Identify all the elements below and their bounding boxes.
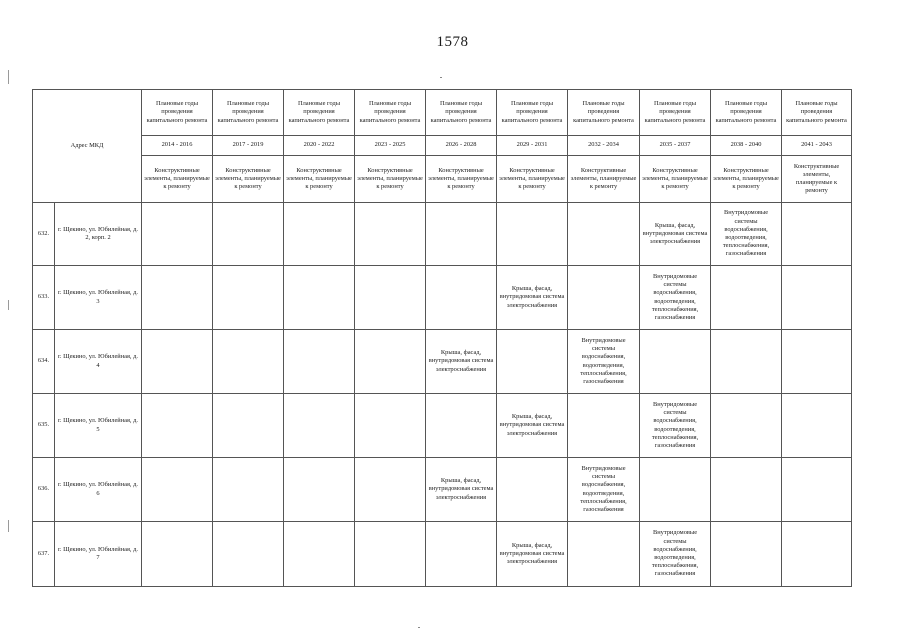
period-header: Плановые годы проведения капитального ремонта — [640, 90, 711, 136]
schedule-cell — [711, 266, 782, 330]
period-header: Плановые годы проведения капитального ремонта — [426, 90, 497, 136]
schedule-cell — [355, 330, 426, 394]
schedule-cell — [782, 522, 852, 587]
schedule-cell — [284, 330, 355, 394]
capital-repair-schedule-table — [32, 89, 852, 587]
elements-header: Конструктивные элементы, планируемые к ремонту — [568, 156, 640, 203]
header-row-elements — [33, 156, 852, 203]
table-row — [33, 203, 852, 266]
schedule-cell — [568, 394, 640, 458]
schedule-cell — [355, 522, 426, 587]
schedule-cell — [284, 394, 355, 458]
building-address: г. Щекино, ул. Юбилейная, д. 4 — [55, 330, 142, 394]
building-address: г. Щекино, ул. Юбилейная, д. 3 — [55, 266, 142, 330]
header-row-years — [33, 136, 852, 156]
year-range: 2035 - 2037 — [640, 136, 711, 156]
schedule-cell — [142, 394, 213, 458]
schedule-cell — [782, 458, 852, 522]
schedule-cell: Внутридомовые системы водоснабжения, водоотведения, теплоснабжения, газоснабжения — [640, 266, 711, 330]
schedule-cell — [355, 266, 426, 330]
schedule-cell — [426, 266, 497, 330]
period-header: Плановые годы проведения капитального ремонта — [355, 90, 426, 136]
row-number: 633. — [33, 266, 55, 330]
period-header: Плановые годы проведения капитального ремонта — [568, 90, 640, 136]
table-row — [33, 266, 852, 330]
schedule-cell — [213, 458, 284, 522]
building-address: г. Щекино, ул. Юбилейная, д. 2, корп. 2 — [55, 203, 142, 266]
schedule-cell — [355, 458, 426, 522]
schedule-cell — [213, 394, 284, 458]
schedule-cell — [213, 330, 284, 394]
building-address: г. Щекино, ул. Юбилейная, д. 6 — [55, 458, 142, 522]
schedule-cell: Внутридомовые системы водоснабжения, водоотведения, теплоснабжения, газоснабжения — [568, 458, 640, 522]
scan-speck — [440, 77, 442, 78]
schedule-cell — [568, 266, 640, 330]
schedule-cell — [142, 330, 213, 394]
period-header: Плановые годы проведения капитального ремонта — [142, 90, 213, 136]
elements-header: Конструктивные элементы, планируемые к ремонту — [284, 156, 355, 203]
schedule-cell — [213, 522, 284, 587]
schedule-cell — [355, 203, 426, 266]
schedule-cell — [711, 394, 782, 458]
schedule-cell: Внутридомовые системы водоснабжения, водоотведения, теплоснабжения, газоснабжения — [640, 522, 711, 587]
year-range: 2032 - 2034 — [568, 136, 640, 156]
schedule-cell — [711, 458, 782, 522]
schedule-cell: Крыша, фасад, внутридомовая система электроснабжения — [497, 522, 568, 587]
schedule-cell — [782, 203, 852, 266]
period-header: Плановые годы проведения капитального ремонта — [213, 90, 284, 136]
table-row — [33, 522, 852, 587]
schedule-cell — [284, 266, 355, 330]
schedule-cell — [142, 522, 213, 587]
period-header: Плановые годы проведения капитального ремонта — [497, 90, 568, 136]
schedule-cell — [355, 394, 426, 458]
schedule-cell: Крыша, фасад, внутридомовая система электроснабжения — [497, 394, 568, 458]
period-header: Плановые годы проведения капитального ремонта — [711, 90, 782, 136]
schedule-cell — [213, 203, 284, 266]
schedule-cell: Крыша, фасад, внутридомовая система электроснабжения — [640, 203, 711, 266]
header-row-periods — [33, 90, 852, 136]
schedule-cell — [426, 394, 497, 458]
schedule-cell: Внутридомовые системы водоснабжения, водоотведения, теплоснабжения, газоснабжения — [568, 330, 640, 394]
schedule-cell — [142, 266, 213, 330]
building-address: г. Щекино, ул. Юбилейная, д. 5 — [55, 394, 142, 458]
year-range: 2026 - 2028 — [426, 136, 497, 156]
schedule-cell — [426, 522, 497, 587]
schedule-cell — [711, 522, 782, 587]
schedule-cell — [640, 458, 711, 522]
schedule-cell: Внутридомовые системы водоснабжения, водоотведения, теплоснабжения, газоснабжения — [640, 394, 711, 458]
year-range: 2038 - 2040 — [711, 136, 782, 156]
schedule-cell: Внутридомовые системы водоснабжения, водоотведения, теплоснабжения, газоснабжения — [711, 203, 782, 266]
row-number: 635. — [33, 394, 55, 458]
period-header: Плановые годы проведения капитального ремонта — [284, 90, 355, 136]
year-range: 2020 - 2022 — [284, 136, 355, 156]
schedule-cell — [284, 522, 355, 587]
schedule-cell: Крыша, фасад, внутридомовая система электроснабжения — [497, 266, 568, 330]
year-range: 2014 - 2016 — [142, 136, 213, 156]
schedule-cell — [497, 330, 568, 394]
schedule-cell — [568, 203, 640, 266]
schedule-cell — [782, 266, 852, 330]
schedule-cell — [497, 458, 568, 522]
year-range: 2041 - 2043 — [782, 136, 852, 156]
row-number: 632. — [33, 203, 55, 266]
elements-header: Конструктивные элементы, планируемые к ремонту — [142, 156, 213, 203]
schedule-cell — [213, 266, 284, 330]
row-number: 637. — [33, 522, 55, 587]
schedule-cell: Крыша, фасад, внутридомовая система электроснабжения — [426, 458, 497, 522]
year-range: 2029 - 2031 — [497, 136, 568, 156]
elements-header: Конструктивные элементы, планируемые к ремонту — [640, 156, 711, 203]
table-row — [33, 330, 852, 394]
scan-edge-mark — [8, 70, 9, 84]
schedule-cell — [782, 394, 852, 458]
schedule-cell: Крыша, фасад, внутридомовая система электроснабжения — [426, 330, 497, 394]
elements-header: Конструктивные элементы, планируемые к ремонту — [711, 156, 782, 203]
page-number: 1578 — [436, 34, 469, 50]
year-range: 2023 - 2025 — [355, 136, 426, 156]
schedule-cell — [426, 203, 497, 266]
scan-edge-mark — [8, 300, 9, 310]
scan-speck — [418, 627, 420, 628]
schedule-cell — [142, 458, 213, 522]
elements-header: Конструктивные элементы, планируемые к ремонту — [497, 156, 568, 203]
schedule-cell — [497, 203, 568, 266]
schedule-cell — [711, 330, 782, 394]
schedule-cell — [284, 458, 355, 522]
schedule-cell — [284, 203, 355, 266]
table-row — [33, 394, 852, 458]
row-number: 634. — [33, 330, 55, 394]
schedule-cell — [782, 330, 852, 394]
schedule-cell — [640, 330, 711, 394]
row-number: 636. — [33, 458, 55, 522]
period-header: Плановые годы проведения капитального ремонта — [782, 90, 852, 136]
elements-header: Конструктивные элементы, планируемые к ремонту — [782, 156, 852, 203]
year-range: 2017 - 2019 — [213, 136, 284, 156]
elements-header: Конструктивные элементы, планируемые к ремонту — [213, 156, 284, 203]
building-address: г. Щекино, ул. Юбилейная, д. 7 — [55, 522, 142, 587]
elements-header: Конструктивные элементы, планируемые к ремонту — [426, 156, 497, 203]
table-row — [33, 458, 852, 522]
address-column-header: Адрес МКД — [33, 90, 142, 203]
scan-edge-mark — [8, 520, 9, 532]
elements-header: Конструктивные элементы, планируемые к ремонту — [355, 156, 426, 203]
schedule-cell — [142, 203, 213, 266]
schedule-cell — [568, 522, 640, 587]
